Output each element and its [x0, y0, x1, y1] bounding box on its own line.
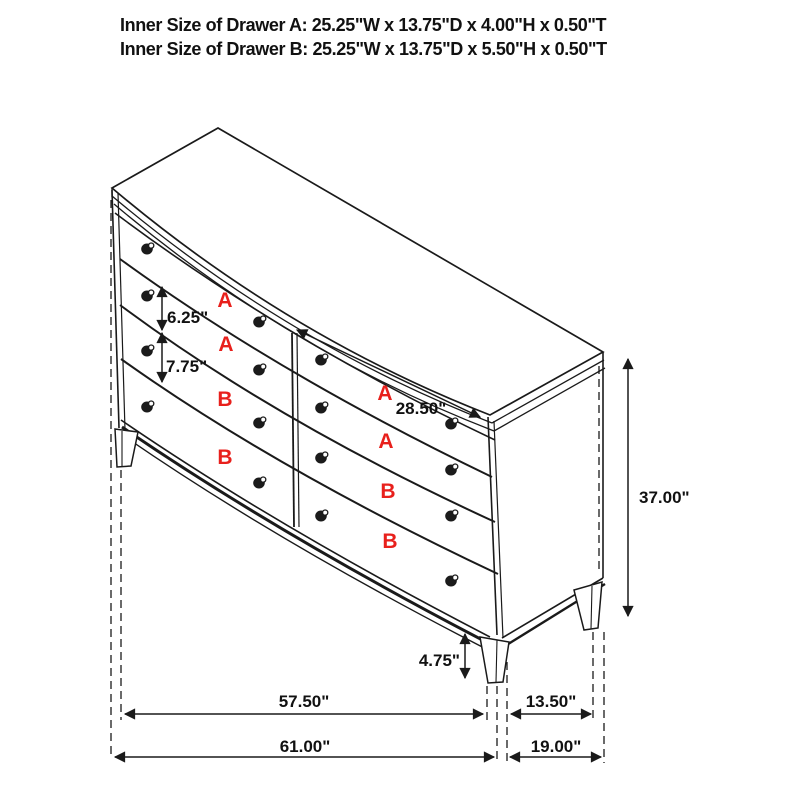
knob-icon	[142, 345, 154, 356]
knob-icon	[254, 316, 266, 327]
bottom-molding-top	[121, 420, 490, 637]
drawer-label-left-4: B	[217, 446, 233, 469]
front-left-leg	[115, 429, 138, 467]
knob-icon	[446, 575, 458, 586]
dim-label-front-width: 57.50"	[278, 692, 330, 711]
dim-label-drawer-width: 28.50"	[395, 399, 447, 418]
drawer-label-right-3: B	[380, 480, 396, 503]
knob-icon	[316, 402, 328, 413]
dim-label-leg-spacing-depth: 13.50"	[525, 692, 577, 711]
knob-icon	[446, 464, 458, 475]
back-right-leg	[574, 582, 602, 630]
header	[120, 15, 607, 59]
dim-label-overall-width: 61.00"	[279, 737, 331, 756]
dim-label-overall-depth: 19.00"	[530, 737, 582, 756]
top-face	[112, 128, 605, 431]
knob-icon	[446, 418, 458, 429]
knob-icon	[254, 417, 266, 428]
knob-icon	[142, 401, 154, 412]
drawer-label-left-3: B	[217, 388, 233, 411]
dim-label-drawer-b-height: 7.75"	[166, 357, 208, 376]
drawer-label-right-4: B	[382, 530, 398, 553]
drawer-label-left-1: A	[217, 289, 233, 312]
dim-label-leg-height: 4.75"	[418, 651, 460, 670]
title-line-2: Inner Size of Drawer B: 25.25"W x 13.75"D x 5.50"H x 0.50"T	[120, 39, 607, 59]
drawer-label-left-2: A	[218, 333, 234, 356]
dim-label-drawer-a-height: 6.25"	[167, 308, 209, 327]
drawer-label-right-1: A	[377, 382, 393, 405]
knob-icon	[316, 510, 328, 521]
dim-label-overall-height: 37.00"	[639, 488, 690, 507]
knob-icon	[316, 452, 328, 463]
knob-icon	[316, 354, 328, 365]
title-line-1: Inner Size of Drawer A: 25.25"W x 13.75"D x 4.00"H x 0.50"T	[120, 15, 607, 35]
knob-icon	[254, 477, 266, 488]
front-right-leg	[480, 637, 509, 683]
knob-icon	[142, 243, 154, 254]
knob-icon	[446, 510, 458, 521]
bottom-molding-band	[122, 427, 492, 645]
left-stile	[112, 190, 119, 428]
knob-icon	[142, 290, 154, 301]
knob-icon	[254, 364, 266, 375]
drawer-label-right-2: A	[378, 430, 394, 453]
legs	[115, 429, 602, 683]
center-divider	[292, 333, 294, 527]
